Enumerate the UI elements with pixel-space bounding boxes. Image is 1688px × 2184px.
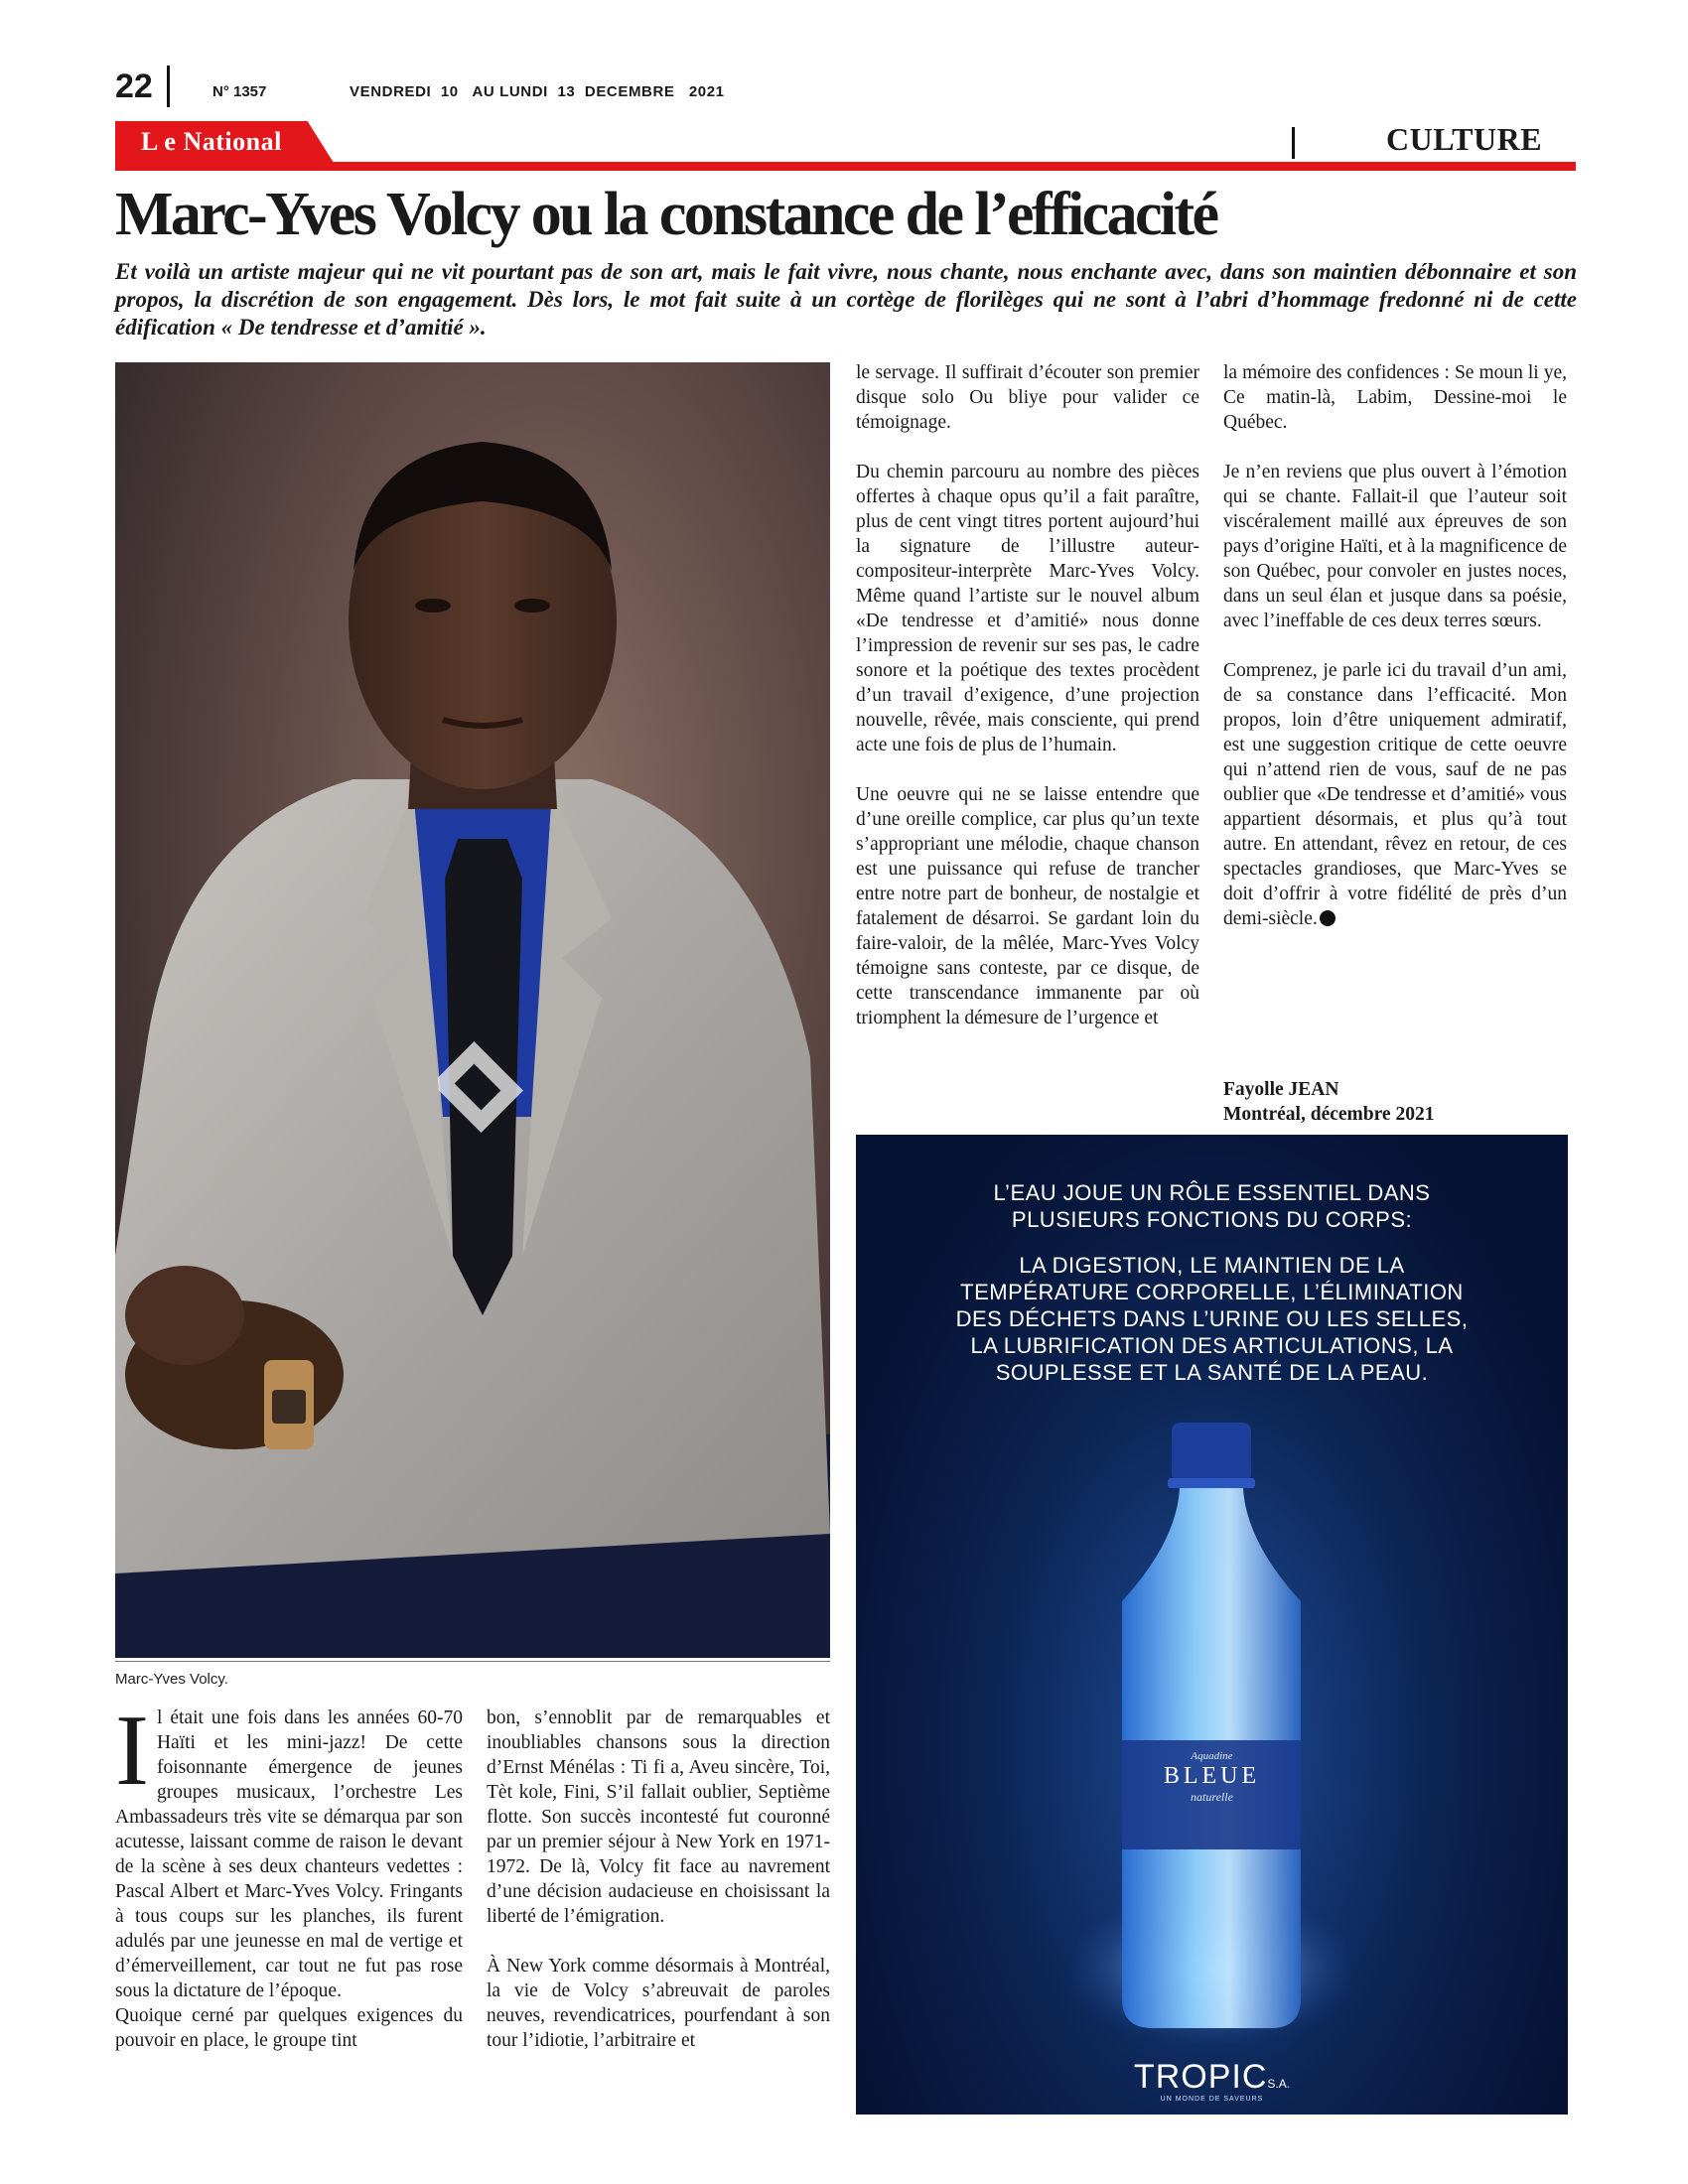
article-column-1 [115,1695,463,2053]
article-paragraph: la mémoire des confidences : Se moun li ye, Ce matin-là, Labim, Dessine-moi le Québec. [1223,362,1567,433]
bottle-label-text: BLEUE [1163,1763,1261,1789]
page-number: 22 [115,68,153,105]
bottle-brand: Aquadine [1191,1750,1233,1762]
ad-body-line: LA LUBRIFICATION DES ARTICULATIONS, LA [970,1333,1454,1358]
article-paragraph: Du chemin parcouru au nombre des pièces offertes à chaque opus qu’il a fait paraître, plus de cent vingt titres portent aujourd’hui la signature de l’illustre auteur-compositeur-interprète Marc-Yves Volcy. Même quand l’artiste sur le nouvel album «De tendresse et d’amitié» nous donne l’impression de revenir sur ses pas, le cadre sonore et la poétique des textes procèdent d’un travail d’exigence, d’une projection nouvelle, rêvée, mais consciente, qui prend acte une fois de plus de l’humain. [856,462,1199,755]
article-paragraph: Une oeuvre qui ne se laisse entendre que d’une oreille complice, car plus qu’un texte s’appropriant une mélodie, chaque chanson est une puissance qui refuse de trancher entre notre part de bonheur, de nostalgie et fatalement de désarroi. Se gardant loin du faire-valoir, de la mêlée, Marc-Yves Volcy témoigne sans conteste, par ce disque, de cette transcendance immanente par où triomphent la démesure de l’urgence et [856,784,1199,1028]
page-number-divider [167,66,170,107]
article-paragraph: Quoique cerné par quelques exigences du pouvoir en place, le groupe tint [115,2005,463,2051]
section-label: CULTURE [1386,121,1543,157]
drop-cap: I [115,1695,149,1807]
article-paragraph: Je n’en reviens que plus ouvert à l’émotion qui se chante. Fallait-il que l’auteur soit viscéralement maillé aux épreuves de son pays d’origine Haïti, et à la magnificence de son Québec, pour convoler en justes noces, dans un seul élan et jusque dans sa poésie, avec l’ineffable de ces deux terres sœurs. [1223,462,1567,631]
portrait-photo [115,362,830,1658]
ad-tagline: UN MONDE DE SAVEURS [1160,2096,1264,2103]
portrait-illustration [115,362,830,1658]
ad-body-line: SOUPLESSE ET LA SANTÉ DE LA PEAU. [995,1360,1429,1385]
article-paragraph [1223,658,1567,931]
article-paragraph: bon, s’ennoblit par de remarquables et inoubliables chansons sous la direction d’Ernst Ménélas : Ti fi a, Aveu sincère, Toi, Tèt kole, Fini, S’il fallait oublier, Septième flotte. Son succès incontesté fut couronné par un premier séjour à New York en 1971-1972. De là, Volcy fit face au navrement d’une décision audacieuse en choisissant la liberté de l’émigration. [487,1707,830,1927]
bottle-subtext: naturelle [1191,1790,1233,1804]
logo-text: TROPIC [1133,2058,1268,2096]
ad-headline-line: L’EAU JOUE UN RÔLE ESSENTIEL DANS [993,1180,1431,1205]
ad-headline [856,1179,1568,1233]
bottle-label [856,1750,1568,1805]
issue-number: N° 1357 [212,83,267,100]
article-column-2 [487,1706,830,2053]
article-column-3 [856,360,1199,1030]
article-column-4 [1223,360,1567,931]
water-bottle-illustration [1072,1413,1350,2048]
ad-body-line: TEMPÉRATURE CORPORELLE, L’ÉLIMINATION [960,1280,1464,1304]
author-name: Fayolle JEAN [1223,1079,1339,1100]
article-paragraph: À New York comme désormais à Montréal, la vie de Volcy s’abreuvait de paroles neuves, revendicatrices, pourfendant à son tour l’idiotie, l’arbitraire et [487,1956,830,2051]
article-signature [1223,1077,1567,1127]
newspaper-brand: L e National [141,127,282,156]
article-title: Marc-Yves Volcy ou la constance de l’efficacité [115,181,1217,248]
header-rule [115,162,1576,171]
article-lede: Et voilà un artiste majeur qui ne vit pourtant pas de son art, mais le fait vivre, nous chante, nous enchante avec, dans son maintien débonnaire et son propos, la discrétion de son engagement. Dès lors, le mot fait suite à un cortège de florilèges qui ne sont à l’abri d’hommage fredonné ni de cette édification « De tendresse et d’amitié ». [115,259,1577,340]
article-paragraph [115,1695,463,2003]
article-paragraph: le servage. Il suffirait d’écouter son premier disque solo Ou bliye pour valider ce témoignage. [856,362,1199,433]
paragraph-text: Comprenez, je parle ici du travail d’un ami, de sa constance dans l’efficacité. Mon propos, loin d’être uniquement admiratif, est une suggestion critique de cette oeuvre qui n’attend rien de vous, sauf de ne pas oublier que «De tendresse et d’amitié» vous appartient désormais, et plus qu’à tout autre. En attendant, rêvez en retour, de ces spectacles grandioses, que Marc-Yves se doit d’offrir à votre fidélité de près d’un demi-siècle. [1223,660,1567,929]
ad-headline-line: PLUSIEURS FONCTIONS DU CORPS: [1011,1207,1413,1232]
section-divider [1292,127,1295,159]
caption-rule [115,1661,830,1662]
tropic-logo [856,2058,1568,2097]
advertisement [856,1135,1568,2115]
end-mark-icon [1320,910,1336,926]
paragraph-text: l était une fois dans les années 60-70 Haïti et les mini-jazz! De cette foisonnante émergence de jeunes groupes musicaux, l’orchestre Les Ambassadeurs très vite se démarqua par son acutesse, laissant comme de raison le devant de la scène à ses deux chanteurs vedettes : Pascal Albert et Marc-Yves Volcy. Fringants à tous coups sur les planches, ils furent adulés par une jeunesse en mal de vertige et d’émerveillement, car tout ne fut pas rose sous la dictature de l’époque. [115,1707,463,2001]
author-place-date: Montréal, décembre 2021 [1223,1104,1435,1125]
issue-date: VENDREDI 10 AU LUNDI 13 DECEMBRE 2021 [350,83,725,100]
ad-body-line: DES DÉCHETS DANS L’URINE OU LES SELLES, [955,1306,1469,1331]
ad-body-text [856,1252,1568,1386]
ad-body-line: LA DIGESTION, LE MAINTIEN DE LA [1019,1253,1405,1278]
logo-suffix: S.A. [1267,2077,1291,2091]
photo-caption: Marc-Yves Volcy. [115,1671,228,1688]
